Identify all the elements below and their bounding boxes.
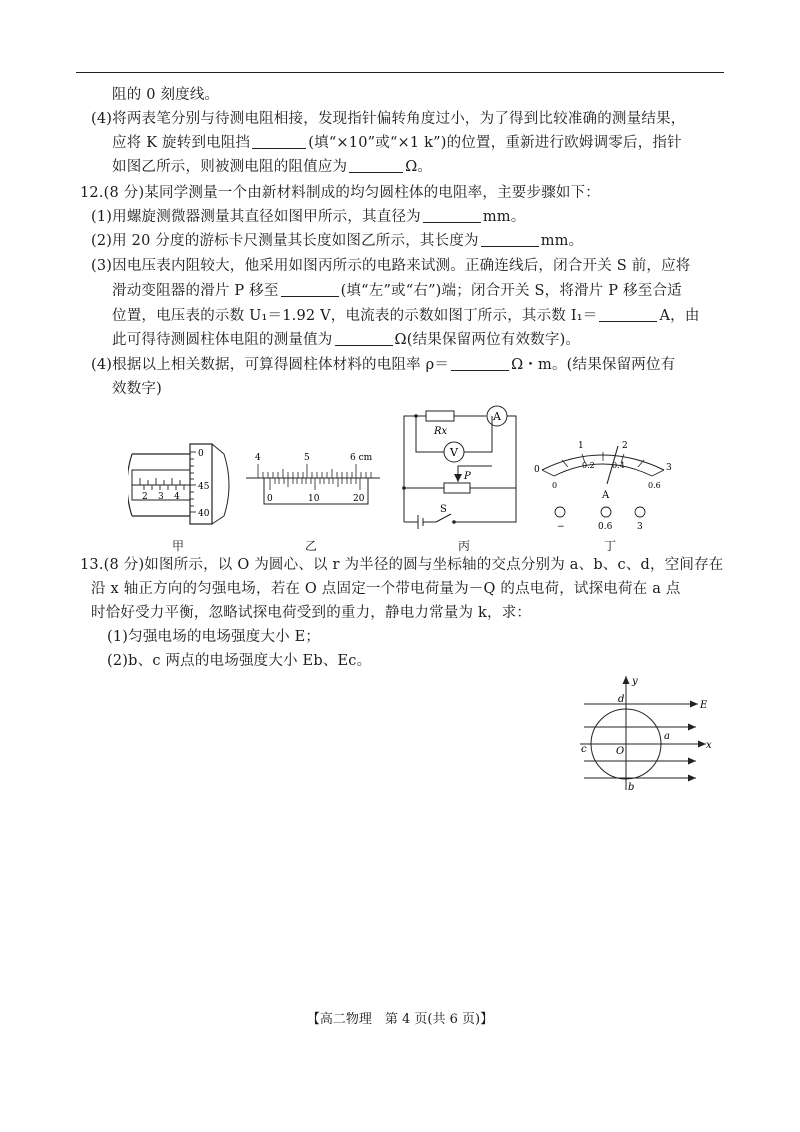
ammeter-label: A [493, 410, 501, 423]
text-line: (4)将两表笔分别与待测电阻相接，发现指针偏转角度过小，为了得到比较准确的测量结果， [91, 111, 686, 127]
terminal-icon [601, 507, 611, 517]
text-line: 应将 K 旋转到电阻挡 (填“×10”或“×1 k”)的位置，重新进行欧姆调零后，指针 [112, 135, 682, 151]
terminal-label: 0.6 [598, 522, 613, 532]
terminal-label: − [557, 522, 565, 532]
text-line: 效数字) [112, 381, 162, 397]
page-footer: 【高二物理 第 4 页(共 6 页)】 [306, 1012, 494, 1027]
y-axis-label: y [632, 676, 638, 687]
answer-blank[interactable] [335, 332, 393, 346]
text-line: 沿 x 轴正方向的匀强电场，若在 O 点固定一个带电荷量为－Q 的点电荷，试探电荷在 a 点 [91, 581, 681, 597]
answer-blank[interactable] [281, 283, 339, 297]
question-12-stem: 12.(8 分)某同学测量一个由新材料制成的均匀圆柱体的电阻率，主要步骤如下： [80, 185, 601, 201]
answer-blank[interactable] [599, 308, 657, 322]
point-b-label: b [628, 782, 635, 793]
text-line: (3)因电压表内阻较大，他采用如图丙所示的电路来试测。正确连线后，闭合开关 S 前，应将 [91, 258, 691, 274]
thimble-label: 45 [198, 482, 210, 492]
figure-caption: 甲 [172, 539, 185, 553]
point-c-label: c [581, 744, 587, 755]
resistor-label: Rx [434, 426, 448, 437]
figure-caption: 乙 [305, 539, 318, 553]
sleeve-label: 2 [142, 492, 148, 502]
answer-blank[interactable] [481, 233, 539, 247]
figure-caption: 丁 [604, 539, 617, 553]
thimble-label: 0 [198, 449, 204, 459]
answer-blank[interactable] [349, 159, 403, 173]
vernier-label: 10 [308, 494, 320, 504]
terminal-label: 3 [637, 522, 643, 532]
text-line: 此可得待测圆柱体电阻的测量值为 Ω(结果保留两位有效数字)。 [112, 332, 581, 348]
question-13-stem: 13.(8 分)如图所示，以 O 为圆心、以 r 为半径的圆与坐标轴的交点分别为 a、b、c、d，空间存在 [80, 557, 724, 573]
figure-caption: 丙 [458, 539, 471, 553]
vernier-caliper-figure [246, 448, 380, 520]
ammeter-dial-figure [532, 432, 680, 536]
bottom-scale-label: 0.4 [612, 461, 625, 470]
main-scale-label: 6 cm [350, 453, 373, 463]
text-line: 滑动变阻器的滑片 P 移至 (填“左”或“右”)端；闭合开关 S，将滑片 P 移至合适 [112, 283, 682, 299]
voltmeter-label: V [450, 446, 458, 459]
top-scale-label: 0 [534, 465, 540, 475]
text-line: 时恰好受力平衡，忽略试探电荷受到的重力，静电力常量为 k，求： [91, 605, 532, 621]
top-scale-label: 3 [666, 463, 672, 473]
main-scale-label: 5 [304, 453, 310, 463]
point-d-label: d [618, 694, 625, 705]
switch-label: S [440, 504, 447, 515]
dial-unit: A [602, 490, 610, 501]
thimble-label: 40 [198, 509, 210, 519]
text-line: 如图乙所示，则被测电阻的阻值应为 Ω。 [112, 159, 433, 175]
field-label: E [700, 700, 708, 711]
circuit-figure [396, 400, 522, 532]
micrometer-figure [128, 440, 236, 532]
terminal-icon [555, 507, 565, 517]
text-line: (2)用 20 分度的游标卡尺测量其长度如图乙所示，其长度为 mm。 [91, 233, 584, 249]
answer-blank[interactable] [423, 209, 481, 223]
text-line: (4)根据以上相关数据，可算得圆柱体材料的电阻率 ρ＝ Ω・m。(结果保留两位有 [91, 357, 676, 373]
point-a-label: a [664, 731, 670, 742]
bottom-scale-label: 0.6 [648, 481, 661, 490]
slider-label: P [464, 471, 471, 482]
text-line: (2)b、c 两点的电场强度大小 Eb、Ec。 [107, 653, 372, 669]
x-axis-label: x [706, 740, 712, 751]
top-scale-label: 1 [578, 441, 584, 451]
top-rule [76, 72, 724, 73]
top-scale-label: 2 [622, 441, 628, 451]
terminal-icon [635, 507, 645, 517]
bottom-scale-label: 0 [552, 481, 558, 490]
text-line: (1)用螺旋测微器测量其直径如图甲所示，其直径为 mm。 [91, 209, 526, 225]
text-line: 阻的 0 刻度线。 [112, 87, 220, 103]
sleeve-label: 4 [174, 492, 180, 502]
sleeve-label: 3 [158, 492, 164, 502]
origin-label: O [616, 746, 625, 757]
text-line: 位置，电压表的示数 U₁＝1.92 V，电流表的示数如图丁所示，其示数 I₁＝ A，由 [112, 308, 700, 324]
main-scale-label: 4 [255, 453, 261, 463]
text-line: (1)匀强电场的电场强度大小 E； [107, 629, 321, 645]
vernier-label: 0 [267, 494, 273, 504]
vernier-label: 20 [353, 494, 365, 504]
answer-blank[interactable] [252, 135, 306, 149]
electric-field-figure [576, 672, 716, 796]
answer-blank[interactable] [451, 357, 509, 371]
bottom-scale-label: 0.2 [582, 461, 595, 470]
